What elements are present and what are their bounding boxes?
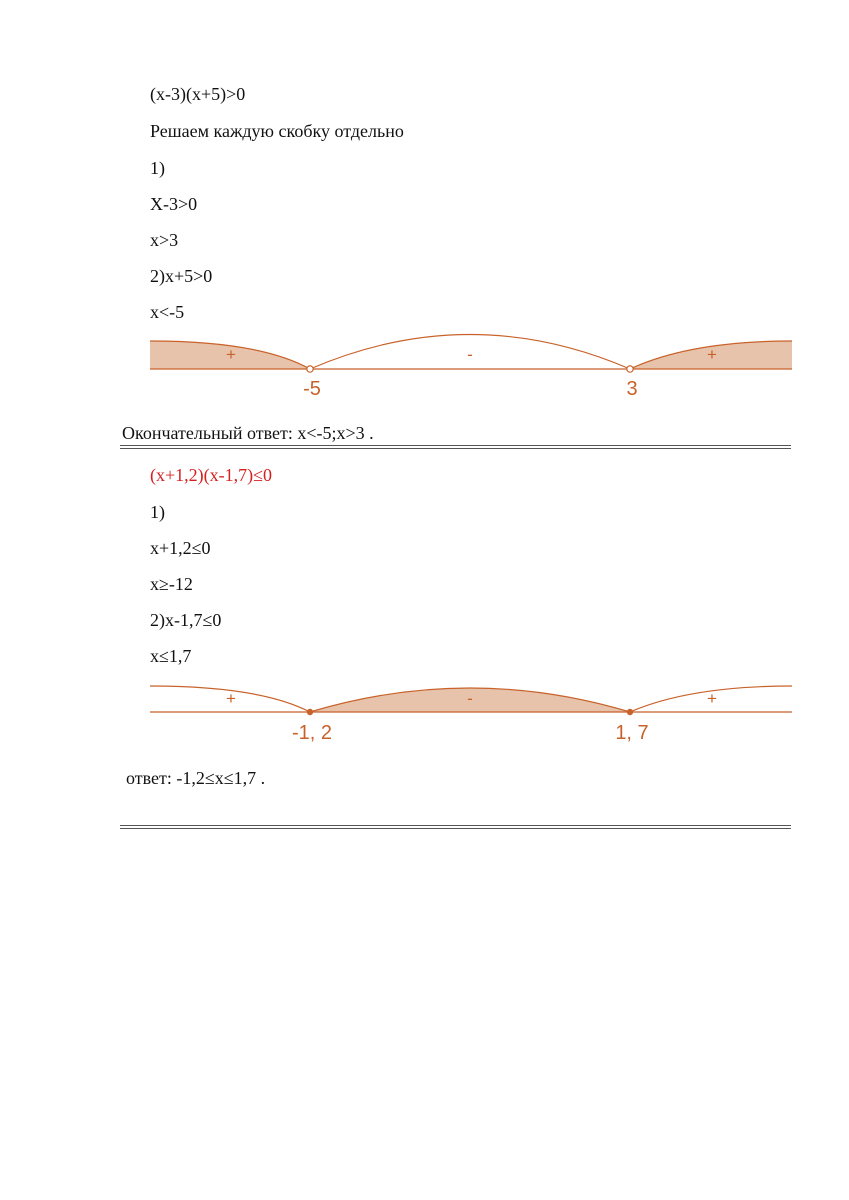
- problem1-answer: Окончательный ответ: x<-5;x>3 .: [122, 423, 374, 443]
- point-label-right: 1, 7: [615, 722, 649, 744]
- problem2-step1-solution: x≥-12: [150, 574, 193, 594]
- problem1-step1-solution: x>3: [150, 230, 179, 250]
- closed-point-right: [627, 709, 633, 715]
- section-divider-1: [120, 445, 791, 449]
- point-label-right: 3: [626, 378, 638, 400]
- problem1-step1-label: 1): [150, 158, 165, 178]
- sign-left: +: [226, 345, 236, 364]
- problem2-step2-solution: x≤1,7: [150, 646, 192, 666]
- problem1-step2-solution: x<-5: [150, 302, 185, 322]
- section-divider-2: [120, 825, 791, 829]
- sign-right: +: [707, 689, 717, 708]
- problem1-step1-equation: X-3>0: [150, 194, 198, 214]
- closed-point-left: [307, 709, 313, 715]
- sign-middle: -: [467, 689, 473, 708]
- number-line-2: [0, 676, 849, 746]
- problem2-answer: ответ: -1,2≤x≤1,7 .: [126, 768, 266, 788]
- number-line-1: [0, 330, 849, 400]
- problem1-step2-equation: 2)x+5>0: [150, 266, 213, 286]
- problem2-inequality: (x+1,2)(x-1,7)≤0: [150, 465, 273, 485]
- sign-middle: -: [467, 345, 473, 364]
- problem2-step1-label: 1): [150, 502, 165, 522]
- open-point-left: [307, 366, 313, 372]
- sign-left: +: [226, 689, 236, 708]
- point-label-left: -5: [303, 378, 321, 400]
- point-label-left: -1, 2: [291, 722, 333, 744]
- sign-right: +: [707, 345, 717, 364]
- problem2-step1-equation: x+1,2≤0: [150, 538, 211, 558]
- problem1-inequality: (x-3)(x+5)>0: [150, 84, 246, 104]
- open-point-right: [627, 366, 633, 372]
- problem1-note: Решаем каждую скобку отдельно: [150, 121, 404, 141]
- problem2-step2-equation: 2)x-1,7≤0: [150, 610, 222, 630]
